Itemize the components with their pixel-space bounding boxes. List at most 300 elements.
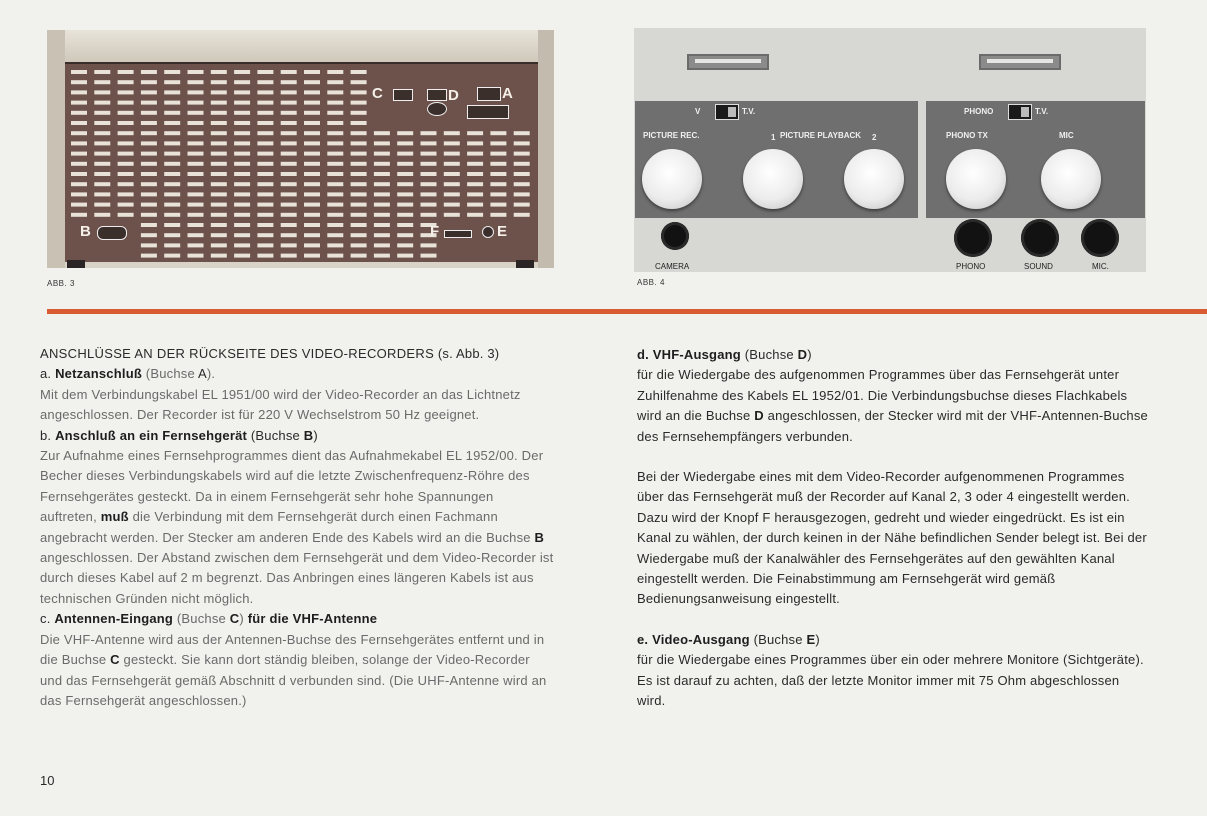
grille-slot — [327, 192, 343, 196]
grille-slot — [257, 80, 273, 84]
grille-slot — [281, 152, 297, 156]
grille-slot — [94, 131, 110, 135]
grille-slot — [188, 152, 204, 156]
grille-slot — [164, 203, 180, 207]
grille-slot — [257, 152, 273, 156]
grille-slot — [444, 172, 460, 176]
grille-slot — [71, 213, 87, 217]
grille-slot — [421, 243, 437, 247]
grille-slot — [351, 243, 367, 247]
grille-slot — [188, 162, 204, 166]
grille-slot — [304, 80, 320, 84]
grille-slot — [257, 243, 273, 247]
grille-slot — [141, 213, 157, 217]
grille-slot — [71, 90, 87, 94]
grille-slot — [164, 131, 180, 135]
switch-left-v-label: V — [695, 107, 701, 116]
switch-right-phono-label: PHONO — [964, 107, 994, 116]
grille-slot — [444, 192, 460, 196]
grille-slot — [374, 182, 390, 186]
grille-slot — [257, 101, 273, 105]
grille-slot — [118, 203, 134, 207]
grille-slot — [281, 90, 297, 94]
grille-slot — [257, 90, 273, 94]
grille-slot — [211, 243, 227, 247]
grille-slot — [514, 172, 530, 176]
grille-slot — [327, 172, 343, 176]
grille-slot — [164, 162, 180, 166]
grille-slot — [257, 70, 273, 74]
grille-slot — [397, 192, 413, 196]
grille-slot — [71, 131, 87, 135]
grille-slot — [141, 233, 157, 237]
grille-slot — [211, 121, 227, 125]
grille-slot — [351, 152, 367, 156]
grille-slot — [444, 141, 460, 145]
grille-slot — [514, 203, 530, 207]
grille-slot — [397, 162, 413, 166]
grille-slot — [304, 70, 320, 74]
grille-slot — [281, 213, 297, 217]
grille-slot — [281, 111, 297, 115]
grille-slot — [234, 111, 250, 115]
grille-slot — [304, 141, 320, 145]
grille-slot — [490, 162, 506, 166]
figure-front-panel — [634, 28, 1146, 272]
grille-slot — [234, 121, 250, 125]
grille-slot — [118, 182, 134, 186]
grille-slot — [327, 203, 343, 207]
grille-slot — [351, 192, 367, 196]
grille-slot — [351, 70, 367, 74]
grille-slot — [188, 131, 204, 135]
grille-slot — [304, 182, 320, 186]
label-b: B — [80, 223, 91, 240]
grille-slot — [327, 80, 343, 84]
grille-slot — [467, 131, 483, 135]
right-column — [637, 345, 1150, 712]
grille-slot — [304, 203, 320, 207]
grille-slot — [257, 131, 273, 135]
grille-slot — [281, 131, 297, 135]
grille-slot — [141, 80, 157, 84]
grille-slot — [327, 213, 343, 217]
grille-slot — [257, 254, 273, 258]
grille-slot — [397, 223, 413, 227]
grille-slot — [514, 131, 530, 135]
grille-slot — [421, 182, 437, 186]
grille-slot — [71, 162, 87, 166]
grille-slot — [374, 223, 390, 227]
grille-slot — [514, 213, 530, 217]
grille-slot — [421, 203, 437, 207]
grille-slot — [94, 90, 110, 94]
grille-slot — [71, 101, 87, 105]
socket-b — [97, 226, 127, 240]
grille-slot — [444, 152, 460, 156]
grille-slot — [94, 203, 110, 207]
grille-slot — [397, 254, 413, 258]
grille-slot — [234, 172, 250, 176]
cabinet-lid — [47, 30, 554, 62]
grille-slot — [444, 131, 460, 135]
grille-slot — [304, 121, 320, 125]
switch-phono-tv — [1008, 104, 1032, 120]
phono-jack — [954, 219, 992, 257]
grille-slot — [234, 70, 250, 74]
grille-slot — [257, 111, 273, 115]
grille-slot — [164, 172, 180, 176]
playback-1-label: 1 — [771, 133, 776, 142]
grille-slot — [141, 141, 157, 145]
item-c-body: Die VHF-Antenne wird aus der Antennen-Buchse des Fernsehgerätes entfernt und in die Buchse C gesteckt. Sie kann dort ständig bleiben, solange der Video-Recorder und das Fernsehgerät gemäß Abschnitt d verbunden sind. (Die UHF-Antenne wird an das Fernsehgerät angeschlossen.) — [40, 631, 547, 708]
grille-slot — [164, 90, 180, 94]
grille-slot — [164, 233, 180, 237]
grille-slot — [351, 141, 367, 145]
grille-slot — [141, 243, 157, 247]
grille-slot — [304, 90, 320, 94]
grille-slot — [188, 121, 204, 125]
grille-slot — [397, 203, 413, 207]
section-heading — [40, 344, 554, 364]
grille-slot — [188, 111, 204, 115]
grille-slot — [211, 233, 227, 237]
grille-slot — [374, 192, 390, 196]
figure-rear-panel — [47, 30, 554, 268]
cassette-slot-right — [979, 54, 1061, 70]
grille-slot — [71, 70, 87, 74]
page-number: 10 — [40, 773, 55, 788]
grille-slot — [257, 223, 273, 227]
grille-slot — [281, 243, 297, 247]
grille-slot — [327, 101, 343, 105]
grille-slot — [281, 233, 297, 237]
grille-slot — [71, 182, 87, 186]
label-d: D — [448, 87, 459, 104]
grille-slot — [490, 203, 506, 207]
item-c-title: c. Antennen-Eingang (Buchse C) für die VHF-Antenne — [40, 611, 378, 627]
grille-slot — [490, 182, 506, 186]
grille-slot — [118, 192, 134, 196]
grille-slot — [421, 192, 437, 196]
grille-slot — [374, 233, 390, 237]
grille-slot — [141, 254, 157, 258]
mic-jack — [1081, 219, 1119, 257]
grille-slot — [141, 192, 157, 196]
grille-slot — [304, 131, 320, 135]
grille-slot — [118, 111, 134, 115]
grille-slot — [327, 254, 343, 258]
grille-slot — [257, 203, 273, 207]
grille-slot — [281, 80, 297, 84]
mic-jack-label: MIC. — [1092, 262, 1109, 271]
grille-slot — [281, 70, 297, 74]
grille-slot — [211, 192, 227, 196]
grille-slot — [421, 131, 437, 135]
heading-ref: (s. Abb. 3) — [434, 346, 500, 361]
grille-slot — [397, 141, 413, 145]
grille-slot — [211, 141, 227, 145]
grille-slot — [327, 243, 343, 247]
grille-slot — [351, 223, 367, 227]
grille-slot — [327, 90, 343, 94]
grille-slot — [281, 172, 297, 176]
left-column — [40, 344, 554, 711]
grille-slot — [257, 233, 273, 237]
switch-v-tv — [715, 104, 739, 120]
grille-slot — [94, 172, 110, 176]
grille-slot — [374, 254, 390, 258]
item-d-body: für die Wiedergabe des aufgenommen Programmes über das Fernsehgerät unter Zuhilfenahme des Kabels EL 1952/01. Die Verbindungsbuchse dieses Flachkabels wird an die Buchse D angeschlossen, der Stecker wird mit der VHF-Antennen-Buchse des Fernsehempfängers verbunden. — [637, 367, 1148, 444]
item-a-title: a. Netzanschluß (Buchse A). — [40, 366, 216, 382]
grille-slot — [351, 101, 367, 105]
grille-slot — [467, 162, 483, 166]
grille-slot — [490, 131, 506, 135]
grille-slot — [141, 203, 157, 207]
grille-slot — [71, 192, 87, 196]
grille-slot — [351, 131, 367, 135]
grille-slot — [94, 182, 110, 186]
grille-slot — [281, 192, 297, 196]
grille-slot — [234, 182, 250, 186]
playback-2-label: 2 — [872, 133, 877, 142]
grille-slot — [281, 101, 297, 105]
grille-slot — [421, 213, 437, 217]
phono-tx-knob — [946, 149, 1006, 209]
grille-slot — [164, 213, 180, 217]
foot-right — [516, 260, 534, 268]
grille-slot — [281, 162, 297, 166]
grille-slot — [94, 141, 110, 145]
grille-slot — [118, 213, 134, 217]
grille-slot — [421, 172, 437, 176]
grille-slot — [94, 70, 110, 74]
sound-control-panel — [926, 101, 1145, 218]
grille-slot — [490, 213, 506, 217]
socket-d — [427, 89, 447, 101]
grille-slot — [141, 223, 157, 227]
item-d-title: d. VHF-Ausgang (Buchse D) — [637, 347, 812, 362]
grille-slot — [467, 203, 483, 207]
grille-slot — [188, 233, 204, 237]
grille-slot — [257, 192, 273, 196]
item-e-body-2: Es ist darauf zu achten, daß der letzte Monitor immer mit 75 Ohm abgeschlossen wird. — [637, 672, 1120, 709]
grille-slot — [234, 141, 250, 145]
cassette-slot-left — [687, 54, 769, 70]
grille-slot — [351, 80, 367, 84]
socket-d-round — [427, 102, 447, 116]
grille-slot — [397, 233, 413, 237]
switch-left-tv-label: T.V. — [742, 107, 756, 116]
grille-slot — [327, 70, 343, 74]
grille-slot — [118, 152, 134, 156]
grille-slot — [141, 101, 157, 105]
grille-slot — [164, 70, 180, 74]
item-b-title: b. Anschluß an ein Fernsehgerät (Buchse B) — [40, 427, 318, 443]
grille-slot — [188, 182, 204, 186]
grille-slot — [374, 203, 390, 207]
grille-slot — [234, 243, 250, 247]
grille-slot — [164, 254, 180, 258]
grille-slot — [327, 131, 343, 135]
grille-slot — [118, 172, 134, 176]
grille-slot — [327, 141, 343, 145]
grille-slot — [351, 162, 367, 166]
grille-slot — [211, 80, 227, 84]
grille-slot — [164, 80, 180, 84]
grille-slot — [188, 172, 204, 176]
picture-playback-label: PICTURE PLAYBACK — [780, 131, 862, 140]
item-e-title: e. Video-Ausgang (Buchse E) — [637, 631, 820, 647]
grille-slot — [234, 101, 250, 105]
grille-slot — [421, 152, 437, 156]
grille-slot — [211, 101, 227, 105]
section-divider — [47, 309, 1207, 314]
grille-slot — [444, 203, 460, 207]
grille-slot — [490, 192, 506, 196]
grille-slot — [141, 90, 157, 94]
grille-slot — [71, 141, 87, 145]
grille-slot — [467, 152, 483, 156]
grille-slot — [374, 141, 390, 145]
grille-slot — [351, 121, 367, 125]
grille-slot — [164, 121, 180, 125]
grille-slot — [211, 70, 227, 74]
grille-slot — [94, 192, 110, 196]
grille-slot — [257, 172, 273, 176]
grille-slot — [397, 243, 413, 247]
grille-slot — [327, 162, 343, 166]
grille-slot — [281, 203, 297, 207]
grille-slot — [234, 254, 250, 258]
grille-slot — [281, 121, 297, 125]
grille-slot — [211, 223, 227, 227]
picture-rec-label: PICTURE REC. — [643, 131, 700, 140]
grille-slot — [351, 172, 367, 176]
grille-slot — [374, 243, 390, 247]
caption-abb3: ABB. 3 — [47, 279, 75, 288]
picture-playback-2-knob — [844, 149, 904, 209]
grille-slot — [397, 152, 413, 156]
grille-slot — [234, 90, 250, 94]
grille-slot — [467, 182, 483, 186]
grille-slot — [351, 90, 367, 94]
item-b-body: Zur Aufnahme eines Fernsehprogrammes dient das Aufnahmekabel EL 1952/00. Der Becher dieses Verbindungskabels wird auf die letzte Zwischenfrequenz-Röhre des Fernsehgerätes gesteckt. Da in einem Fernsehgerät sehr hohe Spannungen auftreten, muß die Verbindung mit dem Fernsehgerät durch einen Fachmann angebracht werden. Der Stecker am anderen Ende des Kabels wird an die Buchse B angeschlossen. Der Abstand zwischen dem Fernsehgerät und dem Video-Recorder ist durch dieses Kabel auf 2 m begrenzt. Das Anbringen eines längeren Kabels ist aus technischen Gründen nicht möglich. — [40, 448, 554, 606]
grille-slot — [71, 172, 87, 176]
grille-slot — [467, 192, 483, 196]
grille-slot — [188, 80, 204, 84]
grille-slot — [234, 80, 250, 84]
grille-slot — [374, 172, 390, 176]
grille-slot — [211, 152, 227, 156]
grille-slot — [71, 111, 87, 115]
cabinet-side-left — [47, 30, 65, 268]
grille-slot — [211, 203, 227, 207]
grille-slot — [211, 213, 227, 217]
grille-slot — [188, 213, 204, 217]
caption-abb4: ABB. 4 — [637, 278, 665, 287]
grille-slot — [327, 233, 343, 237]
picture-rec-knob — [642, 149, 702, 209]
grille-slot — [304, 152, 320, 156]
grille-slot — [94, 152, 110, 156]
grille-slot — [164, 111, 180, 115]
grille-slot — [234, 213, 250, 217]
grille-slot — [164, 182, 180, 186]
grille-slot — [94, 121, 110, 125]
grille-slot — [141, 172, 157, 176]
grille-slot — [304, 243, 320, 247]
playback-paragraph: Bei der Wiedergabe eines mit dem Video-Recorder aufgenommenen Programmes über das Fernsehgerät muß der Recorder auf Kanal 2, 3 oder 4 eingestellt werden. Dazu wird der Knopf F herausgezogen, gedreht und wieder eingedrückt. Es ist ein Kanal zu wählen, der durch keinen in der Nähe befindlichen Sender belegt ist. Bei der Wiedergabe muß der Kanalwähler des Fernsehgerätes auf den gewählten Kanal eingestellt werden. Die Feinabstimmung am Fernsehgerät wird gemäß Bedienungsanweisung eingestellt. — [637, 469, 1147, 607]
socket-c — [393, 89, 413, 101]
grille-slot — [444, 213, 460, 217]
grille-slot — [467, 213, 483, 217]
grille-slot — [234, 152, 250, 156]
grille-slot — [211, 172, 227, 176]
grille-slot — [118, 131, 134, 135]
grille-slot — [211, 162, 227, 166]
grille-slot — [71, 121, 87, 125]
grille-slot — [327, 223, 343, 227]
camera-label: CAMERA — [655, 262, 690, 271]
grille-slot — [421, 254, 437, 258]
grille-slot — [118, 70, 134, 74]
grille-slot — [94, 162, 110, 166]
foot-left — [67, 260, 85, 268]
grille-slot — [234, 192, 250, 196]
grille-slot — [188, 70, 204, 74]
grille-slot — [257, 213, 273, 217]
grille-slot — [188, 192, 204, 196]
grille-slot — [490, 152, 506, 156]
grille-slot — [164, 101, 180, 105]
grille-slot — [397, 182, 413, 186]
grille-slot — [234, 162, 250, 166]
cabinet-side-right — [538, 30, 554, 268]
grille-slot — [118, 141, 134, 145]
grille-slot — [327, 182, 343, 186]
picture-control-panel — [635, 101, 918, 218]
grille-slot — [351, 203, 367, 207]
grille-slot — [141, 121, 157, 125]
grille-slot — [304, 233, 320, 237]
grille-slot — [351, 254, 367, 258]
grille-slot — [304, 192, 320, 196]
grille-slot — [211, 131, 227, 135]
socket-e — [482, 226, 494, 238]
grille-slot — [71, 80, 87, 84]
grille-slot — [421, 162, 437, 166]
grille-slot — [118, 101, 134, 105]
socket-a — [477, 87, 501, 101]
grille-slot — [467, 172, 483, 176]
grille-slot — [374, 213, 390, 217]
grille-slot — [94, 111, 110, 115]
picture-playback-1-knob — [743, 149, 803, 209]
grille-slot — [467, 141, 483, 145]
grille-slot — [351, 213, 367, 217]
grille-slot — [188, 90, 204, 94]
grille-slot — [351, 111, 367, 115]
mic-knob — [1041, 149, 1101, 209]
grille-slot — [164, 223, 180, 227]
grille-slot — [71, 152, 87, 156]
grille-slot — [281, 254, 297, 258]
grille-slot — [304, 162, 320, 166]
grille-slot — [397, 213, 413, 217]
label-a: A — [502, 85, 513, 102]
grille-slot — [188, 223, 204, 227]
